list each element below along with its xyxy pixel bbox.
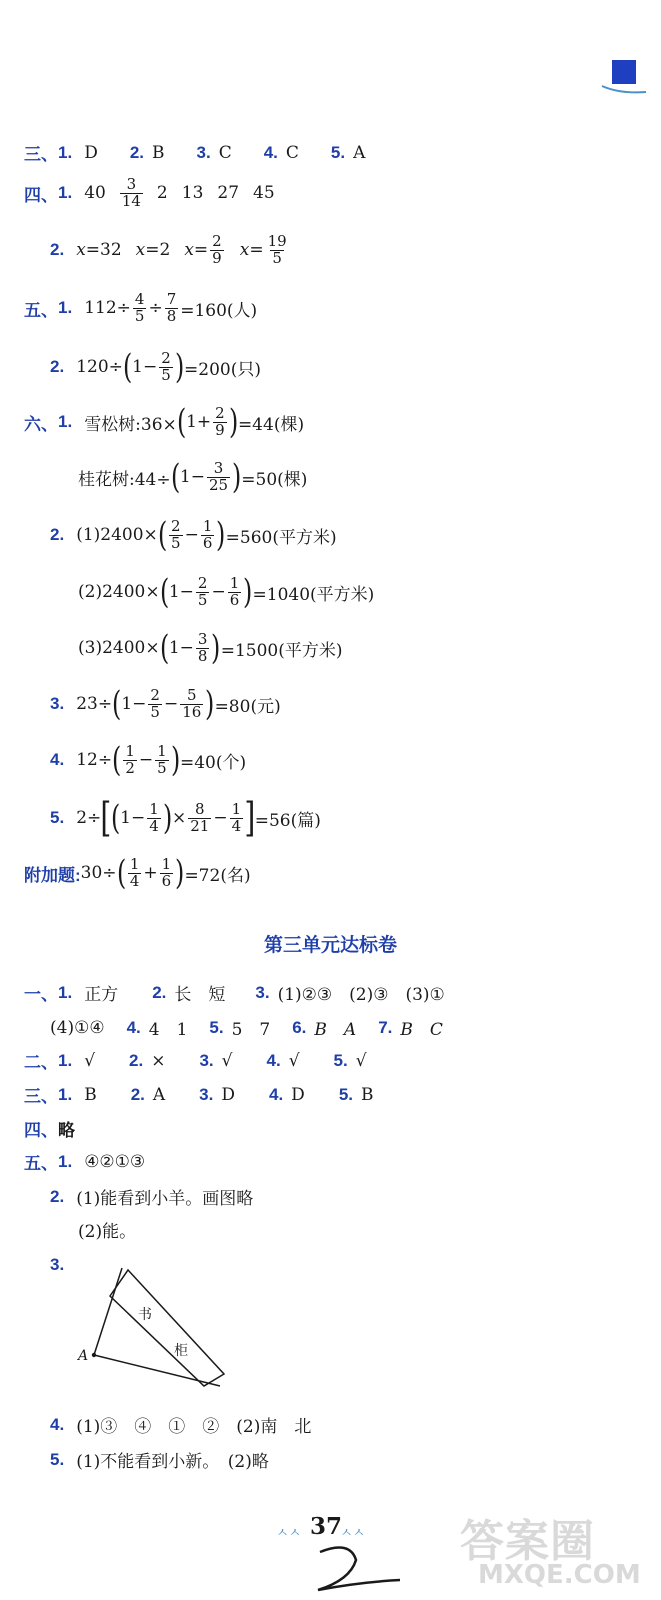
handwritten-mark bbox=[300, 1540, 420, 1595]
page-deco-right: ㅅㅅ bbox=[340, 1526, 366, 1541]
u5-row5: 5. (1)不能看到小新。 (2)略 bbox=[50, 1449, 269, 1472]
page-deco-left: ㅅㅅ bbox=[276, 1526, 302, 1541]
s6-row2a: 2. (1)2400× ( $\frac{2}{5}$ − $\frac{1}{6}$ ) =560(平方米) bbox=[50, 515, 337, 555]
u2-row: 二、 1. √ 2. × 3. √ 4. √ 5. √ bbox=[24, 1050, 367, 1072]
watermark-url: MXQE.COM bbox=[478, 1560, 641, 1590]
s6-row3: 3. 23÷ ( 1− $\frac{2}{5}$ − $\frac{5}{16}$ ) =80(元) bbox=[50, 684, 281, 724]
unit-title: 第三单元达标卷 bbox=[263, 934, 397, 956]
u5-row1: 五、 1. ④②①③ bbox=[24, 1151, 146, 1173]
bookcase-figure bbox=[70, 1262, 240, 1392]
s6-row2b: (2)2400× ( 1− $\frac{2}{5}$ − $\frac{1}{6}$ ) =1040(平方米) bbox=[78, 572, 375, 612]
u5-row2: 2. (1)能看到小羊。画图略 bbox=[50, 1186, 254, 1209]
watermark-logo: 答案圈 bbox=[460, 1516, 595, 1567]
u3-row: 三、 1. B 2. A 3. D 4. D 5. B bbox=[24, 1084, 374, 1106]
s6-row5: 5. 2÷ [ ( 1− $\frac{1}{4}$ ) × $\frac{8}{21}$ − $\frac{1}{4}$ ] =56(篇) bbox=[50, 795, 321, 841]
u5-row2b: (2)能。 bbox=[78, 1222, 137, 1242]
bookcase-label-1: 书 bbox=[138, 1307, 152, 1323]
u1-row2: (4)①④ 4. 4 1 5. 5 7 6. B A 7. B C bbox=[50, 1017, 443, 1040]
u5-row3: 3. bbox=[50, 1255, 65, 1274]
extra-row: 附加题: 30÷ ( $\frac{1}{4}$ + $\frac{1}{6}$ ) =72(名) bbox=[24, 853, 251, 893]
u1-row1: 一、 1. 正方 2. 长 短 3. (1)②③ (2)③ (3)① bbox=[24, 982, 445, 1005]
bookcase-label-2: 柜 bbox=[174, 1343, 188, 1359]
u5-row4: 4. (1)③ ④ ① ② (2)南 北 bbox=[50, 1414, 312, 1437]
corner-swoosh bbox=[600, 80, 650, 100]
s6-row1: 六、 1. 雪松树:36× ( 1+ $\frac{2}{9}$ ) =44(棵) bbox=[24, 402, 305, 442]
s5-row2: 2. 120÷ ( 1− $\frac{2}{5}$ ) =200(只) bbox=[50, 347, 261, 387]
u4-row: 四、 略 bbox=[24, 1121, 75, 1141]
s3-row: 三、 1. D 2. B 3. C 4. C 5. A bbox=[24, 142, 366, 164]
s6-row4: 4. 12÷ ( $\frac{1}{2}$ − $\frac{1}{5}$ ) =40(个) bbox=[50, 740, 247, 780]
s5-row1: 五、 1. 112÷ $\frac{4}{5}$ ÷ $\frac{7}{8}$ =160(人) bbox=[24, 290, 258, 325]
page-number: 37 bbox=[310, 1513, 343, 1540]
s4-row1: 四、 1. 40 $\frac{3}{14}$ 2 13 27 45 bbox=[24, 175, 275, 210]
point-a-label: A bbox=[78, 1348, 89, 1364]
s6-row1b: 桂花树:44÷ ( 1− $\frac{3}{25}$ ) =50(棵) bbox=[78, 457, 308, 497]
s4-row2: 2. x =32 x =2 x = $\frac{2}{9}$ x = $\frac{19}{5}$ bbox=[50, 232, 287, 267]
s6-row2c: (3)2400× ( 1− $\frac{3}{8}$ ) =1500(平方米) bbox=[78, 628, 343, 668]
